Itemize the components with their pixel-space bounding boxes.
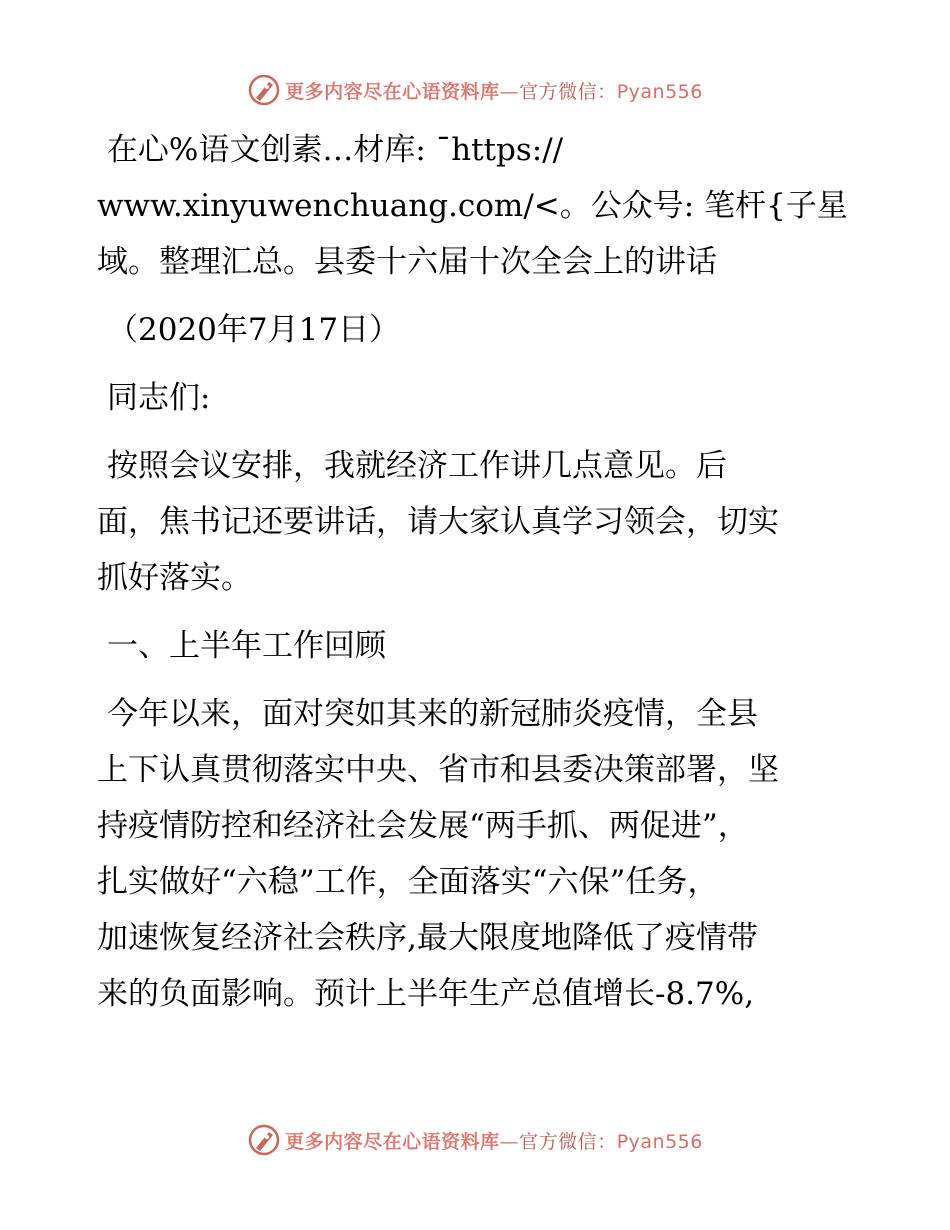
source-line-3: 域。整理汇总。县委十六届十次全会上的讲话 xyxy=(97,244,717,280)
source-line-2: www.xinyuwenchuang.com/<。公众号: 笔杆{子星 xyxy=(97,188,848,224)
para1-line-2: 面，焦书记还要讲话，请大家认真学习领会，切实 xyxy=(97,504,779,540)
header-banner-text: 更多内容尽在心语资料库—官方微信：Pyan556 xyxy=(285,80,703,103)
footer-banner-text: 更多内容尽在心语资料库—官方微信：Pyan556 xyxy=(285,1130,703,1153)
para2-line-5: 加速恢复经济社会秩序,最大限度地降低了疫情带 xyxy=(97,920,758,956)
pen-logo-icon xyxy=(247,1123,281,1157)
header-watermark-banner xyxy=(0,70,950,110)
document-body xyxy=(97,122,857,1022)
para2-line-2: 上下认真贯彻落实中央、省市和县委决策部署，坚 xyxy=(97,752,779,788)
para2-line-1: 今年以来，面对突如其来的新冠肺炎疫情，全县 xyxy=(107,696,758,732)
para1-line-1: 按照会议安排，我就经济工作讲几点意见。后 xyxy=(107,448,727,484)
para1-line-3: 抓好落实。 xyxy=(97,560,252,596)
footer-watermark-banner xyxy=(0,1120,950,1160)
para2-line-6: 来的负面影响。预计上半年生产总值增长-8.7%, xyxy=(97,976,755,1012)
pen-logo-icon xyxy=(247,73,281,107)
salutation: 同志们: xyxy=(107,380,211,416)
para2-line-4: 扎实做好“六稳”工作，全面落实“六保”任务， xyxy=(97,864,719,900)
para2-line-3: 持疫情防控和经济社会发展“两手抓、两促进”， xyxy=(97,808,749,844)
source-line-1: 在心%语文创素…材库: ¯https:// xyxy=(97,132,564,168)
section1-heading: 一、上半年工作回顾 xyxy=(107,628,386,664)
document-date: （2020年7月17日） xyxy=(107,312,401,348)
